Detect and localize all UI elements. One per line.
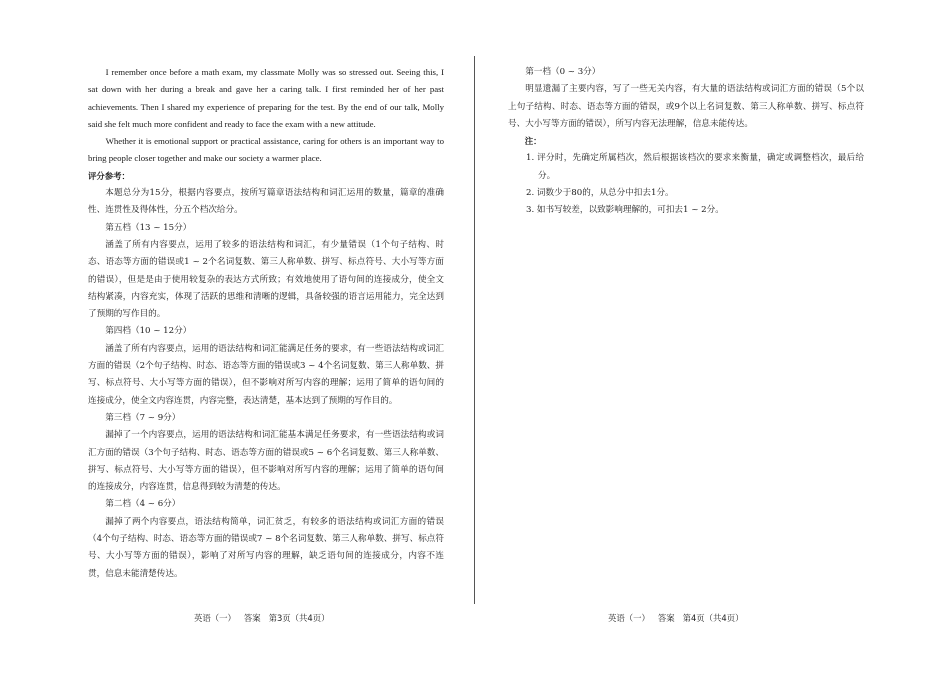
sample-essay-paragraph-1: I remember once before a math exam, my classmate Molly was so stressed out. Seeing this, I sat down with her during a break and gave her a caring talk. I first reminded her of her past achievements. Then I shared my experience of preparing for the test. By the end of our talk, Molly said she felt much more confident and ready to face the exam with a new attitude.	[88, 67, 444, 129]
left-page-column	[88, 64, 444, 583]
grade-5-title: 第五档（13 ~ 15分）	[105, 222, 192, 233]
notes-heading: 注：	[524, 136, 542, 147]
notes-list	[508, 150, 864, 219]
grade-3-title: 第三档（7 ~ 9分）	[105, 412, 181, 423]
grade-2-description: 漏掉了两个内容要点，语法结构简单，词汇贫乏，有较多的语法结构或词汇方面的错误（4个句子结构、时态、语态等方面的错误或7 ~ 8个名词复数、第三人称单数、拼写、标点符号、大小写等方面的错误），影响了对所写内容的理解，缺乏语句间的连接成分，内容不连贯，信息未能清楚传达。	[88, 516, 444, 579]
note-item: 3. 如书写较差，以致影响理解的，可扣去1 ~ 2分。	[526, 205, 724, 216]
sample-essay-paragraph-2: Whether it is emotional support or practical assistance, caring for others is an important way to bring people closer together and make our society a warmer place.	[88, 136, 444, 164]
grade-4-description: 涵盖了所有内容要点，运用的语法结构和词汇能满足任务的要求，有一些语法结构或词汇方面的错误（2个句子结构、时态、语态等方面的错误或3 ~ 4个名词复数、第三人称单数、拼写、标点符号、大小写等方面的错误），但不影响对所写内容的理解；运用了简单的语句间的连接成分，使全文内容连贯，内容完整，表达清楚，基本达到了预期的写作目的。	[88, 343, 444, 406]
grade-2-title: 第二档（4 ~ 6分）	[105, 499, 181, 510]
grade-4-title: 第四档（10 ~ 12分）	[105, 326, 192, 337]
note-item: 1. 评分时，先确定所属档次，然后根据该档次的要求来衡量，确定或调整档次，最后给分。	[526, 153, 864, 181]
grade-1-description: 明显遗漏了主要内容，写了一些无关内容，有大量的语法结构或词汇方面的错误（5个以上句子结构、时态、语态等方面的错误，或9个以上名词复数、第三人称单数、拼写、标点符号、大小写等方面的错误），所写内容无法理解，信息未能传达。	[508, 84, 864, 129]
footer-page-4: 英语（一） 答案 第4页（共4页）	[608, 613, 744, 623]
page-divider	[474, 56, 475, 604]
grade-5-description: 涵盖了所有内容要点，运用了较多的语法结构和词汇，有少量错误（1个句子结构、时态、语态等方面的错误或1 ~ 2个名词复数、第三人称单数、拼写、标点符号、大小写等方面的错误），但是是由于使用较复杂的表达方式所致；有效地使用了语句间的连接成分，使全文结构紧凑，内容充实，体现了活跃的思维和清晰的逻辑，具备较强的语言运用能力，完全达到了预期的写作目的。	[88, 239, 444, 320]
note-item: 2. 词数少于80的，从总分中扣去1分。	[526, 188, 674, 199]
rubric-intro: 本题总分为15分，根据内容要点，按所写篇章语法结构和词汇运用的数量，篇章的准确性、连贯性及得体性，分五个档次给分。	[88, 188, 444, 216]
grade-3-description: 漏掉了一个内容要点，运用的语法结构和词汇能基本满足任务要求，有一些语法结构或词汇方面的错误（3个句子结构、时态、语态等方面的错误或5 ~ 6个名词复数、第三人称单数、拼写、标点符号、大小写等方面的错误），但不影响对所写内容的理解；运用了简单的语句间的连接成分，内容连贯，信息得到较为清楚的传达。	[88, 430, 444, 493]
grade-1-title: 第一档（0 ~ 3分）	[525, 67, 601, 77]
rubric-heading: 评分参考：	[88, 170, 130, 181]
footer-page-3: 英语（一） 答案 第3页（共4页）	[194, 613, 330, 623]
right-page-column	[508, 64, 864, 220]
